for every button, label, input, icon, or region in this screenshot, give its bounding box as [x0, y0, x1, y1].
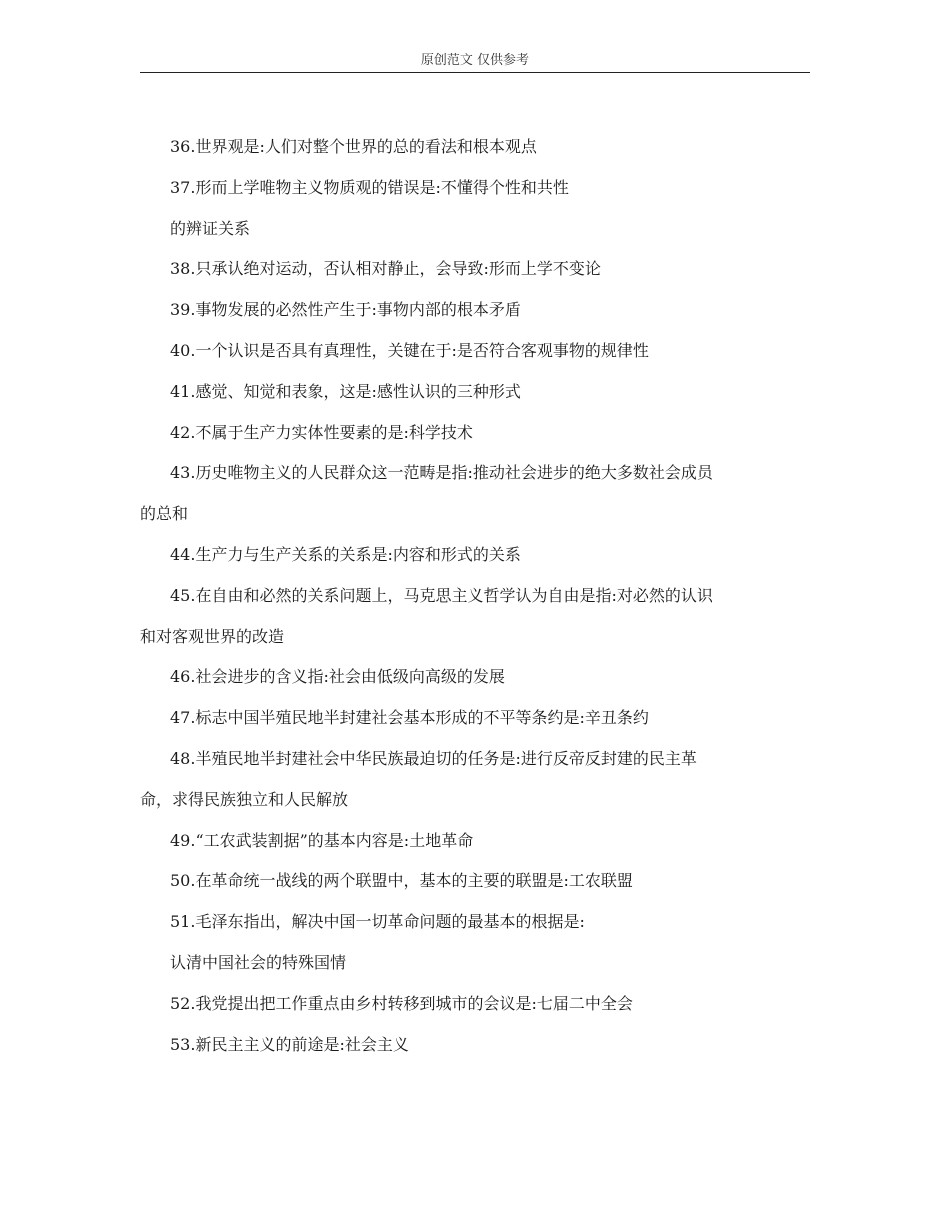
- header-divider: [140, 72, 810, 73]
- list-item: 41.感觉、知觉和表象，这是:感性认识的三种形式: [170, 381, 521, 401]
- list-item: 39.事物发展的必然性产生于:事物内部的根本矛盾: [170, 300, 521, 320]
- list-item-continuation: 命，求得民族独立和人民解放: [140, 789, 349, 809]
- list-item: 49.“工农武装割据”的基本内容是:土地革命: [170, 830, 474, 850]
- list-item: 43.历史唯物主义的人民群众这一范畴是指:推动社会进步的绝大多数社会成员: [170, 463, 713, 483]
- list-item: 37.形而上学唯物主义物质观的错误是:不懂得个性和共性: [170, 177, 569, 197]
- list-item-continuation: 认清中国社会的特殊国情: [170, 952, 347, 972]
- list-item: 42.不属于生产力实体性要素的是:科学技术: [170, 422, 473, 442]
- document-body: [140, 127, 810, 1065]
- list-item: 50.在革命统一战线的两个联盟中，基本的主要的联盟是:工农联盟: [170, 871, 633, 891]
- list-item: 45.在自由和必然的关系问题上，马克思主义哲学认为自由是指:对必然的认识: [170, 585, 713, 605]
- list-item: 38.只承认绝对运动，否认相对静止，会导致:形而上学不变论: [170, 259, 601, 279]
- list-item: 53.新民主主义的前途是:社会主义: [170, 1034, 409, 1054]
- list-item: 51.毛泽东指出，解决中国一切革命问题的最基本的根据是:: [170, 912, 585, 932]
- list-item: 48.半殖民地半封建社会中华民族最迫切的任务是:进行反帝反封建的民主革: [170, 748, 697, 768]
- list-item: 52.我党提出把工作重点由乡村转移到城市的会议是:七届二中全会: [170, 993, 633, 1013]
- list-item-continuation: 的总和: [140, 504, 189, 524]
- list-item: 46.社会进步的含义指:社会由低级向高级的发展: [170, 667, 505, 687]
- list-item: 36.世界观是:人们对整个世界的总的看法和根本观点: [170, 137, 537, 156]
- list-item-continuation: 和对客观世界的改造: [140, 626, 285, 646]
- list-item: 40.一个认识是否具有真理性，关键在于:是否符合客观事物的规律性: [170, 340, 649, 360]
- page-header: 原创范文 仅供参考: [420, 53, 530, 68]
- list-item: 44.生产力与生产关系的关系是:内容和形式的关系: [170, 544, 521, 564]
- list-item: 47.标志中国半殖民地半封建社会基本形成的不平等条约是:辛丑条约: [170, 708, 649, 728]
- list-item-continuation: 的辨证关系: [170, 218, 251, 238]
